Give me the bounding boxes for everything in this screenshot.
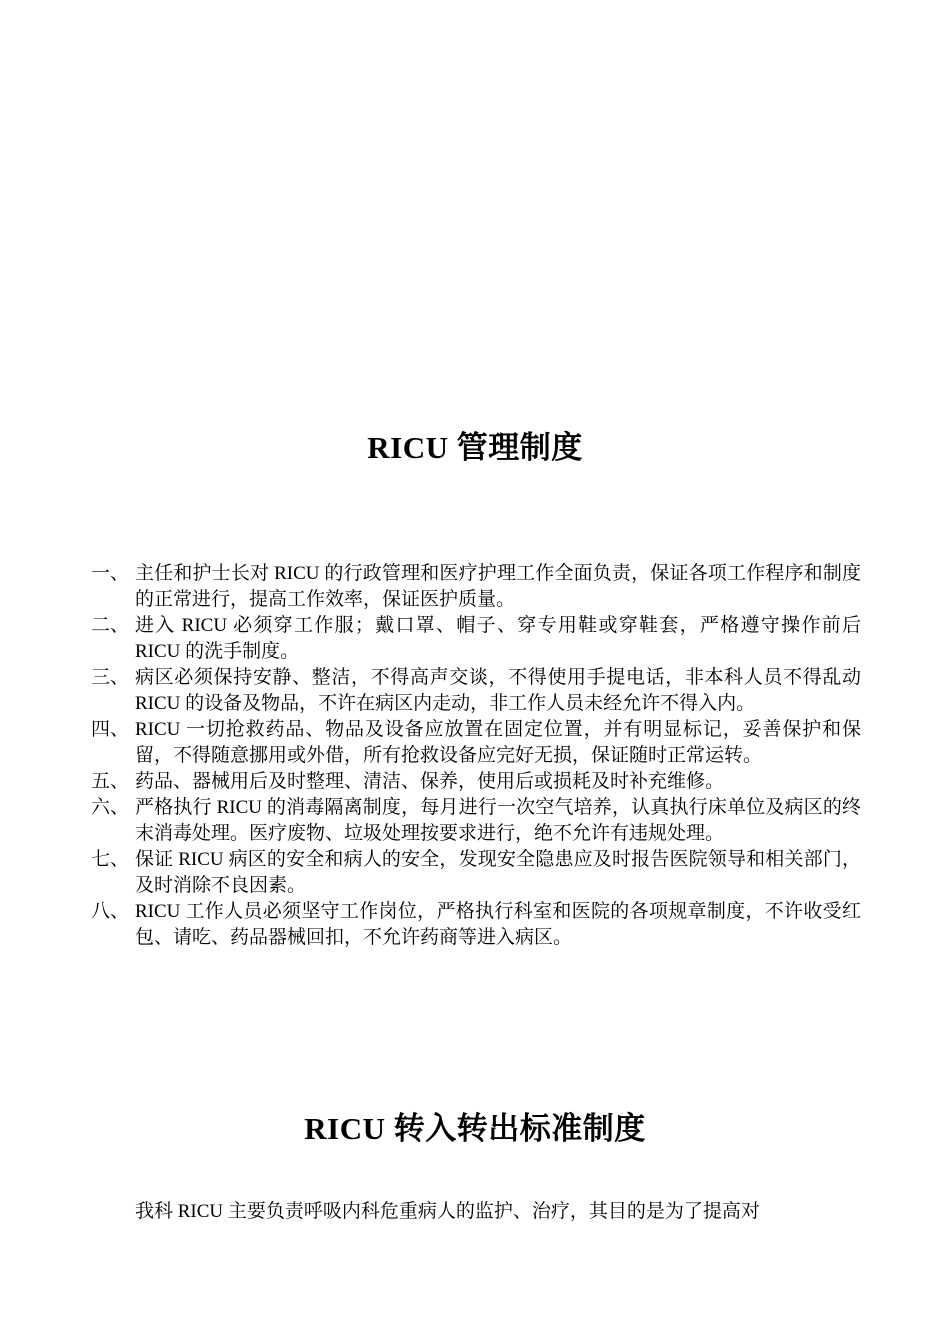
rule-number: 五、	[91, 771, 130, 792]
rule-text: 病区必须保持安静、整洁，不得高声交谈，不得使用手提电话，非本科人员不得乱动 RICU 的设备及物品，不许在病区内走动，非工作人员未经允许不得入内。	[135, 667, 861, 714]
rule-number: 八、	[91, 901, 130, 922]
rule-item-4	[91, 717, 861, 769]
rules-list	[91, 561, 861, 951]
section-2-intro: 我科 RICU 主要负责呼吸内科危重病人的监护、治疗，其目的是为了提高对	[135, 1201, 760, 1222]
rule-number: 一、	[91, 563, 130, 584]
rule-text: 药品、器械用后及时整理、清洁、保养，使用后或损耗及时补充维修。	[135, 771, 725, 792]
rule-text: 主任和护士长对 RICU 的行政管理和医疗护理工作全面负责，保证各项工作程序和制度的正常进行，提高工作效率，保证医护质量。	[135, 563, 861, 610]
rule-item-7	[91, 847, 861, 899]
rule-number: 二、	[91, 615, 130, 636]
rule-item-1	[91, 561, 861, 613]
rule-item-8	[91, 899, 861, 951]
rule-text: RICU 一切抢救药品、物品及设备应放置在固定位置，并有明显标记，妥善保护和保留，不得随意挪用或外借，所有抢救设备应完好无损，保证随时正常运转。	[135, 719, 861, 766]
section-1-title: RICU 管理制度	[367, 430, 583, 465]
rule-text: 严格执行 RICU 的消毒隔离制度，每月进行一次空气培养，认真执行床单位及病区的终末消毒处理。医疗废物、垃圾处理按要求进行，绝不允许有违规处理。	[135, 797, 861, 844]
rule-item-3	[91, 665, 861, 717]
rule-number: 七、	[91, 849, 130, 870]
rule-text: RICU 工作人员必须坚守工作岗位，严格执行科室和医院的各项规章制度，不许收受红包、请吃、药品器械回扣，不允许药商等进入病区。	[135, 901, 861, 948]
rule-number: 六、	[91, 797, 130, 818]
rule-number: 四、	[91, 719, 130, 740]
rule-text: 保证 RICU 病区的安全和病人的安全，发现安全隐患应及时报告医院领导和相关部门，及时消除不良因素。	[135, 849, 861, 896]
section-2-title: RICU 转入转出标准制度	[304, 1111, 646, 1146]
rule-number: 三、	[91, 667, 130, 688]
rule-item-5	[91, 769, 861, 795]
rule-item-2	[91, 613, 861, 665]
rule-text: 进入 RICU 必须穿工作服；戴口罩、帽子、穿专用鞋或穿鞋套，严格遵守操作前后 RICU 的洗手制度。	[135, 615, 861, 662]
rule-item-6	[91, 795, 861, 847]
